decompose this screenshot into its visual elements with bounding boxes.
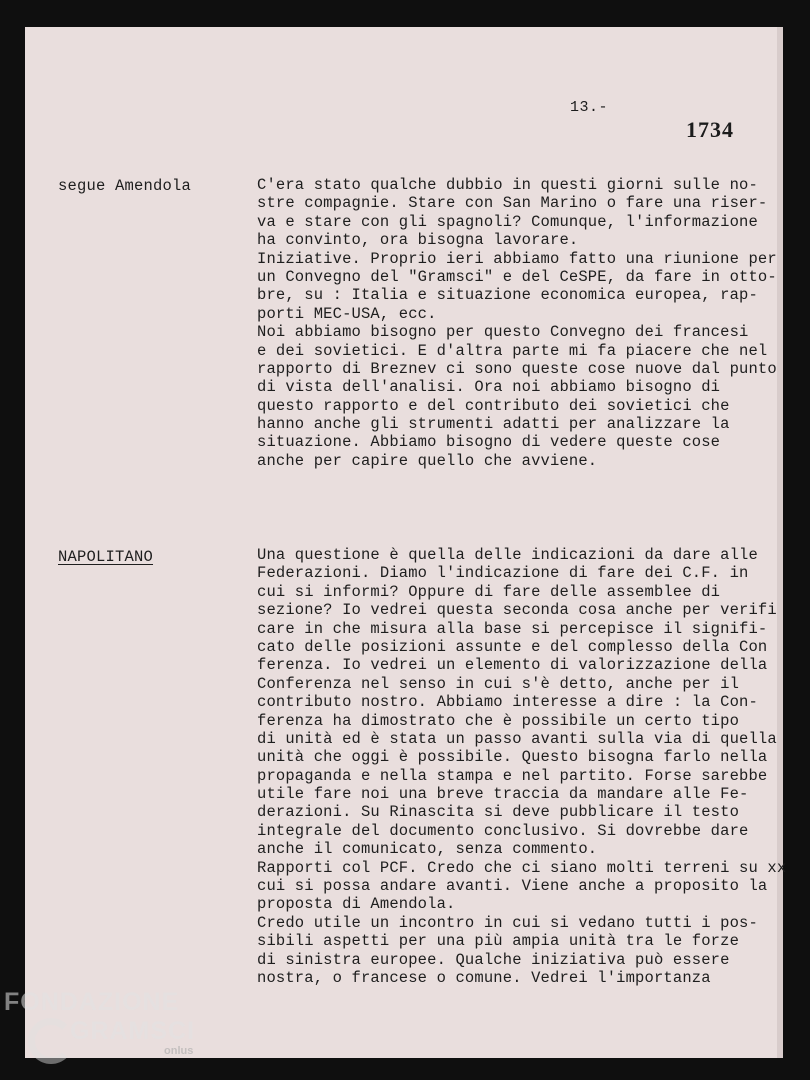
text-line: cui si informi? Oppure di fare delle assemblee di <box>257 582 721 601</box>
text-line: rapporto di Breznev ci sono queste cose nuove dal punto <box>257 359 777 378</box>
text-line: Conferenza nel senso in cui s'è detto, anche per il <box>257 674 740 693</box>
document-page <box>25 27 787 1058</box>
text-line: unità che oggi è possibile. Questo bisogna farlo nella <box>257 748 768 767</box>
text-line: ha convinto, ora bisogna lavorare. <box>257 231 579 250</box>
watermark-line2: GRAMSCI <box>70 1017 196 1045</box>
speech-block-amendola <box>257 176 797 470</box>
text-line: sibili aspetti per una più ampia unità tra le forze <box>257 932 740 951</box>
text-line: Rapporti col PCF. Credo che ci siano molti terreni su xx <box>257 858 787 877</box>
speech-block-napolitano <box>257 546 797 987</box>
document-number: 1734 <box>686 117 734 142</box>
text-line: propaganda e nella stampa e nel partito. Forse sarebbe <box>257 766 768 785</box>
text-line: ferenza ha dimostrato che è possibile un certo tipo <box>257 711 740 730</box>
text-line: porti MEC-USA, ecc. <box>257 304 437 323</box>
text-line: anche per capire quello che avviene. <box>257 451 598 470</box>
text-line: Una questione è quella delle indicazioni da dare alle <box>257 546 758 564</box>
fondazione-gramsci-watermark <box>4 990 195 1057</box>
text-line: proposta di Amendola. <box>257 895 456 914</box>
speaker-label-napolitano: NAPOLITANO <box>58 548 154 566</box>
watermark-line3: onlus <box>164 1045 194 1057</box>
text-line: cui si possa andare avanti. Viene anche a proposito la <box>257 877 768 896</box>
text-line: cato delle posizioni assunte e del complesso della Con <box>257 637 768 656</box>
text-line: ferenza. Io vedrei un elemento di valorizzazione della <box>257 656 768 675</box>
text-line: hanno anche gli strumenti adatti per analizzare la <box>257 415 730 434</box>
text-line: contributo nostro. Abbiamo interesse a dire : la Con- <box>257 693 758 712</box>
text-line: questo rapporto e del contributo dei sovietici che <box>257 396 730 415</box>
text-line: anche il comunicato, senza commento. <box>257 840 598 859</box>
text-line: bre, su : Italia e situazione economica europea, rap- <box>257 286 758 305</box>
text-line: integrale del documento conclusivo. Si dovrebbe dare <box>257 821 749 840</box>
speaker-label-amendola: segue Amendola <box>58 177 192 195</box>
text-line: nostra, o francese o comune. Vedrei l'importanza <box>257 968 711 987</box>
gramsci-logo-icon <box>28 1018 74 1064</box>
text-line: Federazioni. Diamo l'indicazione di fare dei C.F. in <box>257 564 749 583</box>
text-line: di sinistra europee. Qualche iniziativa può essere <box>257 950 730 969</box>
text-line: sezione? Io vedrei questa seconda cosa anche per verifi <box>257 601 777 620</box>
text-line: stre compagnie. Stare con San Marino o fare una riser- <box>257 194 768 213</box>
text-line: utile fare noi una breve traccia da mandare alle Fe- <box>257 785 749 804</box>
text-line: di unità ed è stata un passo avanti sulla via di quella <box>257 729 777 748</box>
text-line: Iniziative. Proprio ieri abbiamo fatto una riunione per <box>257 249 777 268</box>
text-line: C'era stato qualche dubbio in questi giorni sulle no- <box>257 176 758 194</box>
page-number: 13.- <box>570 99 609 116</box>
text-line: care in che misura alla base si percepisce il signifi- <box>257 619 768 638</box>
watermark-line1: FONDAZIONE <box>4 988 180 1016</box>
text-line: Noi abbiamo bisogno per questo Convegno dei francesi <box>257 323 749 342</box>
text-line: Credo utile un incontro in cui si vedano tutti i pos- <box>257 913 758 932</box>
text-line: e dei sovietici. E d'altra parte mi fa piacere che nel <box>257 341 768 360</box>
text-line: derazioni. Su Rinascita si deve pubblicare il testo <box>257 803 740 822</box>
text-line: di vista dell'analisi. Ora noi abbiamo bisogno di <box>257 378 721 397</box>
text-line: un Convegno del "Gramsci" e del CeSPE, da fare in otto- <box>257 267 777 286</box>
text-line: va e stare con gli spagnoli? Comunque, l'informazione <box>257 212 758 231</box>
text-line: situazione. Abbiamo bisogno di vedere queste cose <box>257 433 721 452</box>
